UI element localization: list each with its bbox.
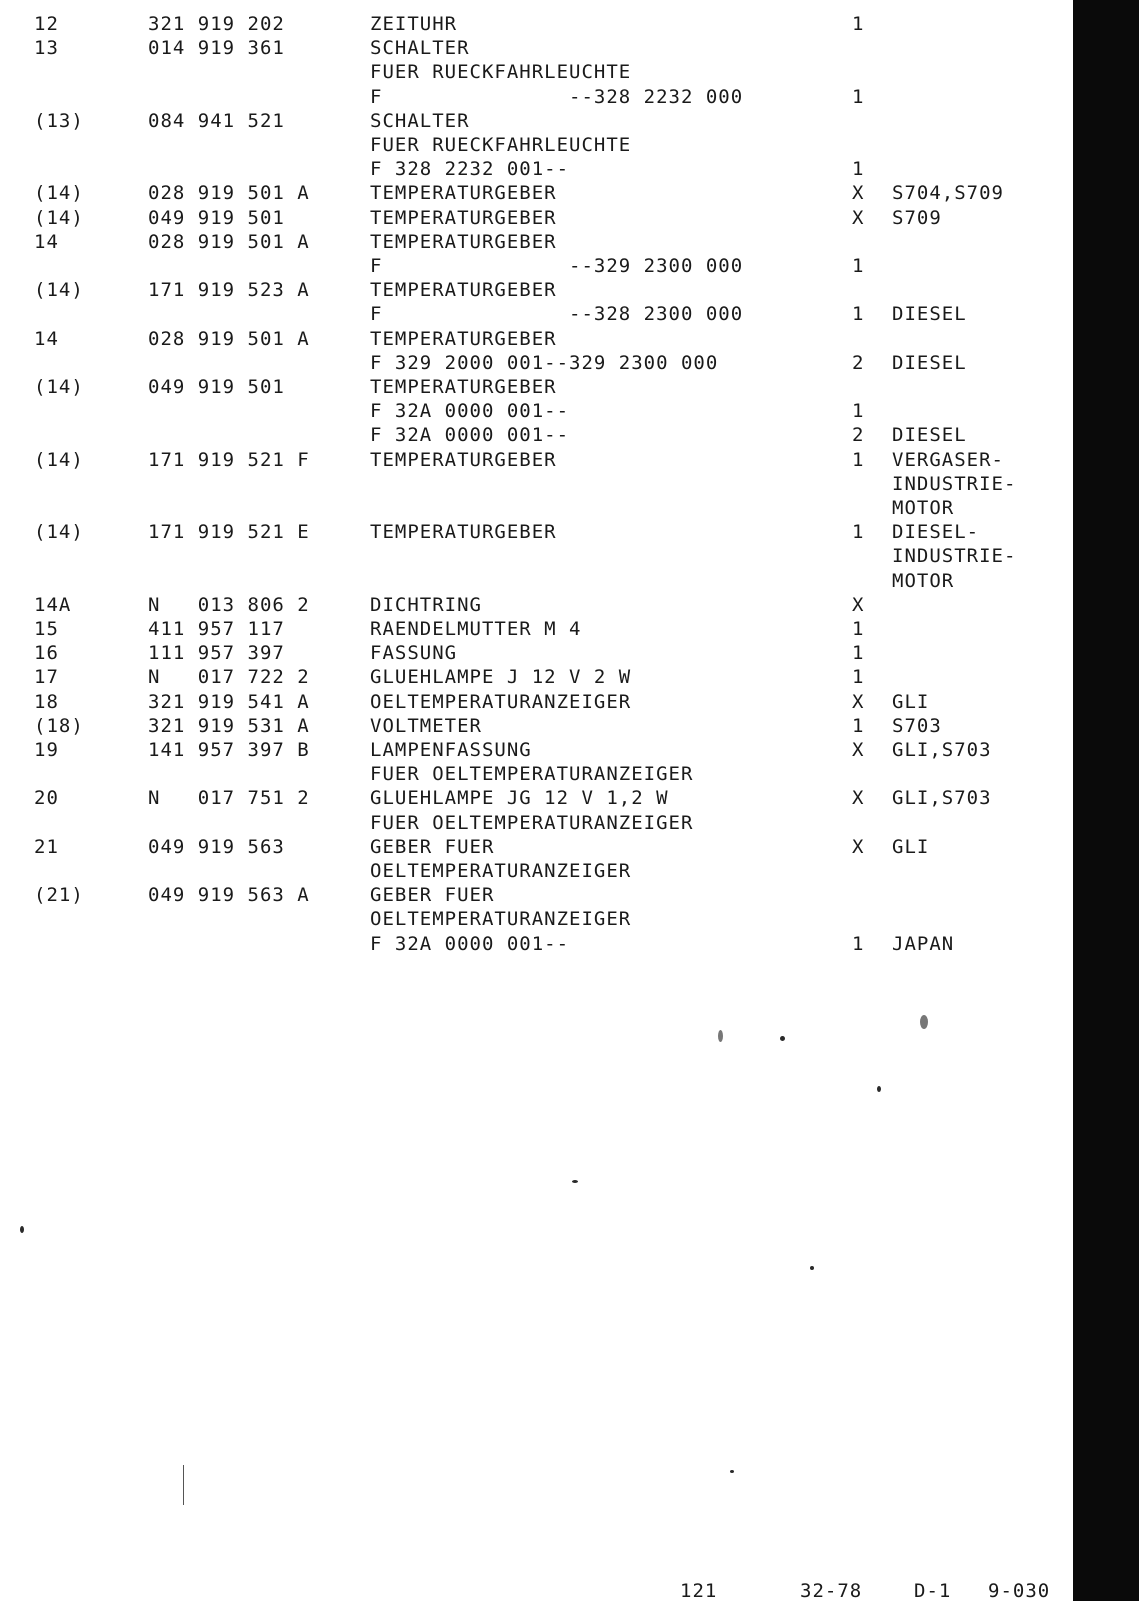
part-number: 028 919 501 A (148, 182, 310, 205)
description: TEMPERATURGEBER (370, 448, 557, 471)
scan-speck (877, 1086, 881, 1092)
part-number: 171 919 521 E (148, 521, 310, 544)
scan-speck (730, 1470, 734, 1473)
quantity: 1 (852, 85, 865, 108)
description: F --328 2300 000 (370, 303, 744, 326)
description: TEMPERATURGEBER (370, 521, 557, 544)
part-number: 321 919 541 A (148, 690, 310, 713)
description: TEMPERATURGEBER (370, 206, 557, 229)
position-number: (13) (34, 109, 84, 132)
description: VOLTMETER (370, 714, 482, 737)
position-number: 19 (34, 739, 59, 761)
position-number: (14) (34, 206, 84, 229)
position-number: 16 (34, 642, 59, 665)
page-footer (0, 1580, 1073, 1604)
description: TEMPERATURGEBER (370, 230, 557, 253)
quantity: 1 (852, 448, 865, 471)
quantity: X (852, 787, 865, 810)
position-number: (14) (34, 182, 84, 205)
remark: MOTOR (892, 569, 955, 592)
description: FUER OELTEMPERATURANZEIGER (370, 763, 694, 786)
footer-code-1: 32-78 (800, 1580, 863, 1602)
remark: MOTOR (892, 497, 955, 519)
part-number: 049 919 563 A (148, 884, 310, 907)
position-number: 14 (34, 327, 59, 350)
quantity: 2 (852, 351, 865, 374)
part-number: 028 919 501 A (148, 327, 310, 350)
part-number: 321 919 202 (148, 13, 285, 35)
remark: S704,S709 (892, 182, 1004, 205)
position-number: 20 (34, 787, 59, 810)
part-number: 141 957 397 B (148, 739, 310, 761)
remark: INDUSTRIE- (892, 472, 1017, 495)
part-number: 411 957 117 (148, 618, 285, 640)
quantity: 1 (852, 158, 865, 181)
scan-speck (183, 1465, 184, 1505)
position-number: (18) (34, 714, 84, 737)
part-number: 049 919 563 (148, 835, 285, 858)
description: OELTEMPERATURANZEIGER (370, 860, 632, 882)
part-number: 171 919 523 A (148, 279, 310, 302)
description: TEMPERATURGEBER (370, 279, 557, 302)
quantity: 1 (852, 303, 865, 326)
description: LAMPENFASSUNG (370, 739, 532, 761)
description: F 328 2232 001-- (370, 158, 570, 181)
part-number: N 017 722 2 (148, 666, 310, 689)
part-number: N 013 806 2 (148, 593, 310, 616)
description: OELTEMPERATURANZEIGER (370, 690, 632, 713)
footer-page-number: 121 (680, 1580, 718, 1602)
remark: VERGASER- (892, 448, 1004, 471)
part-number: 049 919 501 (148, 206, 285, 229)
position-number: 21 (34, 835, 59, 858)
description: FUER RUECKFAHRLEUCHTE (370, 134, 632, 156)
part-number: 171 919 521 F (148, 448, 310, 471)
quantity: X (852, 690, 865, 713)
part-number: 321 919 531 A (148, 714, 310, 737)
description: F 32A 0000 001-- (370, 424, 570, 447)
position-number: 13 (34, 37, 59, 60)
description: FUER OELTEMPERATURANZEIGER (370, 811, 694, 834)
description: GLUEHLAMPE JG 12 V 1,2 W (370, 787, 669, 810)
quantity: 1 (852, 714, 865, 737)
position-number: (14) (34, 279, 84, 302)
remark: S709 (892, 206, 942, 229)
position-number: 14A (34, 593, 72, 616)
quantity: 1 (852, 521, 865, 544)
remark: GLI,S703 (892, 739, 992, 761)
description: SCHALTER (370, 109, 470, 132)
scan-speck (920, 1015, 928, 1029)
description: OELTEMPERATURANZEIGER (370, 908, 632, 931)
part-number: 028 919 501 A (148, 230, 310, 253)
scan-speck (20, 1226, 24, 1233)
remark: DIESEL (892, 424, 967, 447)
position-number: (14) (34, 376, 84, 398)
quantity: 1 (852, 666, 865, 689)
scan-speck (780, 1036, 785, 1041)
quantity: 1 (852, 642, 865, 665)
remark: INDUSTRIE- (892, 545, 1017, 568)
footer-code-2: D-1 (914, 1580, 952, 1602)
description: F --328 2232 000 (370, 85, 744, 108)
scan-speck (572, 1180, 578, 1183)
part-number: 084 941 521 (148, 109, 285, 132)
part-number: 111 957 397 (148, 642, 285, 665)
part-number: 049 919 501 (148, 376, 285, 398)
quantity: 1 (852, 932, 865, 955)
description: F 329 2000 001--329 2300 000 (370, 351, 719, 374)
description: RAENDELMUTTER M 4 (370, 618, 582, 640)
description: F 32A 0000 001-- (370, 400, 570, 423)
position-number: 14 (34, 230, 59, 253)
remark: GLI,S703 (892, 787, 992, 810)
description: GEBER FUER (370, 835, 495, 858)
quantity: 1 (852, 400, 865, 423)
description: SCHALTER (370, 37, 470, 60)
part-number: N 017 751 2 (148, 787, 310, 810)
description: GLUEHLAMPE J 12 V 2 W (370, 666, 632, 689)
position-number: (14) (34, 521, 84, 544)
position-number: 17 (34, 666, 59, 689)
quantity: X (852, 739, 865, 761)
remark: JAPAN (892, 932, 955, 955)
description: ZEITUHR (370, 13, 458, 35)
description: TEMPERATURGEBER (370, 327, 557, 350)
description: FASSUNG (370, 642, 458, 665)
quantity: X (852, 593, 865, 616)
description: TEMPERATURGEBER (370, 376, 557, 398)
remark: GLI (892, 835, 930, 858)
scan-speck (718, 1030, 723, 1042)
remark: GLI (892, 690, 930, 713)
quantity: 2 (852, 424, 865, 447)
quantity: X (852, 182, 865, 205)
scan-edge-bar (1073, 0, 1139, 1601)
position-number: (21) (34, 884, 84, 907)
quantity: X (852, 835, 865, 858)
position-number: 18 (34, 690, 59, 713)
remark: DIESEL (892, 303, 967, 326)
remark: DIESEL- (892, 521, 980, 544)
scan-speck (810, 1266, 814, 1270)
remark: DIESEL (892, 351, 967, 374)
part-number: 014 919 361 (148, 37, 285, 60)
position-number: 12 (34, 13, 59, 35)
description: DICHTRING (370, 593, 482, 616)
description: F 32A 0000 001-- (370, 932, 570, 955)
footer-code-3: 9-030 (988, 1580, 1051, 1602)
description: TEMPERATURGEBER (370, 182, 557, 205)
position-number: (14) (34, 448, 84, 471)
quantity: 1 (852, 13, 865, 35)
remark: S703 (892, 714, 942, 737)
quantity: 1 (852, 618, 865, 640)
quantity: X (852, 206, 865, 229)
description: F --329 2300 000 (370, 255, 744, 277)
description: FUER RUECKFAHRLEUCHTE (370, 61, 632, 84)
position-number: 15 (34, 618, 59, 640)
description: GEBER FUER (370, 884, 495, 907)
quantity: 1 (852, 255, 865, 277)
